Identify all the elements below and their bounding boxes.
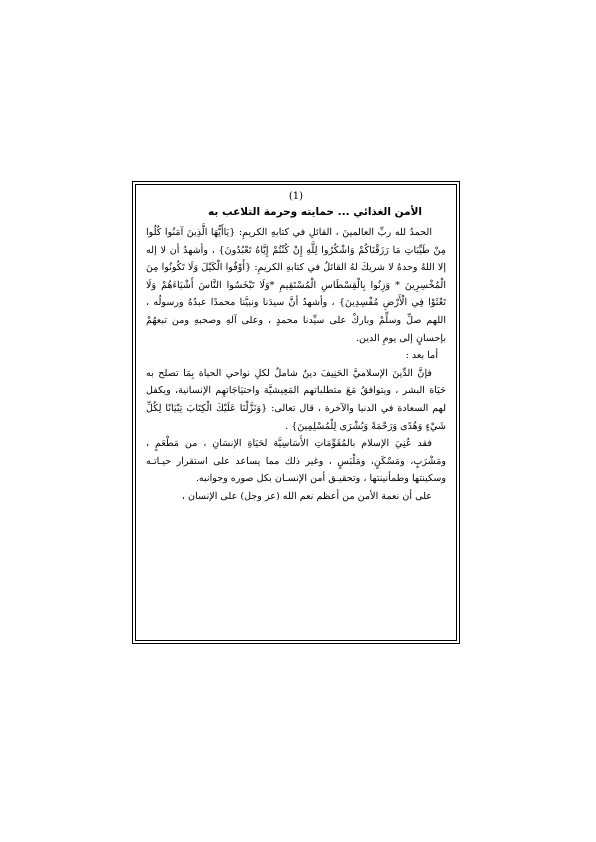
paragraph-intro: الحمدُ لله ربِّ العالمينَ ، القائلِ في كتابهِ الكريمِ: {يَاأَيُّهَا الَّذِينَ آمَنُوا كُلُوا مِنْ طَيِّبَاتِ مَا رَزَقْنَاكُمْ وَاشْكُرُوا لِلَّهِ إِنْ كُنْتُمْ إِيَّاهُ تَعْبُدُونَ} ، وأشهدُ أن لا إله إلا اللهُ وحدهُ لا شريكَ لهُ القائلُ في كتابهِ الكريمِ: {أَوْفُوا الْكَيْلَ وَلَا تَكُونُوا مِنَ الْمُخْسِرِينَ * وَزِنُوا بِالْقِسْطَاسِ الْمُسْتَقِيمِ *وَلَا تَبْخَسُوا النَّاسَ أَشْيَاءَهُمْ وَلَا تَعْثَوْا فِي الْأَرْضِ مُفْسِدِينَ} ، وأشهدُ أنَّ سيدَنا ونبيَّنا محمدًا عبدُهُ ورسولُه ، اللهم صلِّ وسلِّمْ وباركْ على سيِّدنا محمدٍ ، وعلى آلهِ وصحبهِ ومن تبعهُمْ بإحسانٍ إلى يومِ الدين. bbox=[146, 227, 446, 344]
paragraph-religion: فإنَّ الدِّينَ الإسلاميَّ الحَنِيفَ دينٌ شاملٌ لكلِ نواحي الحياة بِمَا تصلح به حَيَاة البشر ، ويتوافقُ مَعَ متطلباتهم المَعِيشيَّة واحتيَاجَاتهِم الإنسانية، ويكفل لهم السعادة في الدنيا والآخرة ، قال تعالى: {وَنَزَّلْنَا عَلَيْكَ الْكِتَابَ تِبْيَانًا لِكُلِّ شَيْءٍ وَهُدًى وَرَحْمَةً وَبُشْرَى لِلْمُسْلِمِينَ} . bbox=[146, 367, 446, 432]
page-number: (1) bbox=[288, 191, 304, 202]
paragraph-amma-bad: أما بعد : bbox=[405, 350, 438, 362]
page-title: الأمن الغذائي ... حمايته وحرمة التلاعب به bbox=[207, 206, 422, 218]
page-frame bbox=[132, 181, 460, 644]
paragraph-security-blessing: على أن نعمة الأمن من أعظم نعم الله (عز وجل) على الإنسان ، bbox=[181, 490, 432, 502]
paragraph-essentials: فقد عُنِيَ الإسلام بالمُقَوِّمَاتِ الأَسَاسِيَّة لحَيَاةِ الإنسَانِ ، من مَطْعَمٍ ، ومَشْرَبٍ، ومَسْكَنٍ، ومَلْبَسٍ ، وغير ذلك مما يساعد على استقرار حيـاتـه وسكينتها وطمأنينتها ، وتحقيـق أمن الإنسـان بكل صوره وجوانبه. bbox=[146, 438, 446, 485]
